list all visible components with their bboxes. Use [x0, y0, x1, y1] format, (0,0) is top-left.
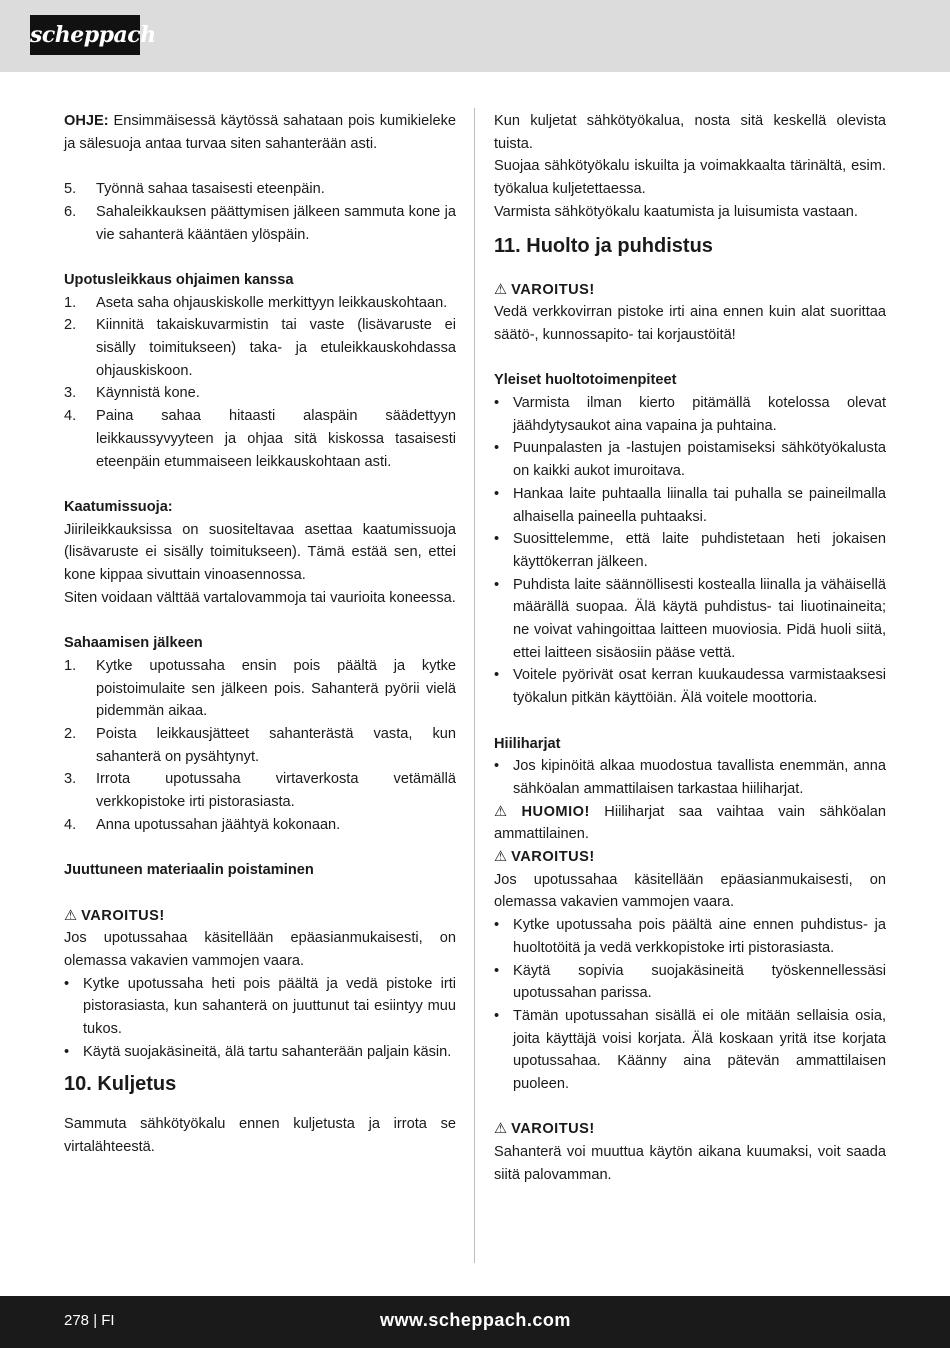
- page-number: 278 | FI: [64, 1312, 115, 1329]
- warning-icon: ⚠: [494, 281, 508, 298]
- list-item: • Jos kipinöitä alkaa muodostua tavallista enemmän, anna sähköalan ammattilaisen tarkastaa hiiliharjat.: [494, 755, 886, 800]
- list-item: • Tämän upotussahan sisällä ei ole mitään sellaisia osia, joita käyttäjä voisi korjata. Älä koskaan yritä itse korjata upotussahaa. Käänny aina pätevän ammattilaisen puoleen.: [494, 1005, 886, 1096]
- page-footer: [0, 1296, 950, 1348]
- step-text: Irrota upotussaha virtaverkosta vetämällä verkkopistoke irti pistorasiasta.: [96, 771, 456, 811]
- warning-label: VAROITUS!: [511, 281, 595, 298]
- column-divider: [474, 108, 475, 1263]
- bullet-text: Hankaa laite puhtaalla liinalla tai puhalla se paineilmalla alhaisella paineella puhtaaksi.: [513, 485, 886, 525]
- warning-line: [494, 279, 886, 302]
- step-text: Työnnä sahaa tasaisesti eteenpäin.: [96, 181, 325, 198]
- warning-label: VAROITUS!: [511, 1121, 595, 1138]
- paragraph: Siten voidaan välttää vartalovammoja tai vaurioita koneessa.: [64, 589, 456, 606]
- list-item: • Hankaa laite puhtaalla liinalla tai puhalla se paineilmalla alhaisella paineella puhtaaksi.: [494, 483, 886, 528]
- step-number: 4.: [64, 408, 77, 425]
- section-heading-kaatumissuoja: Kaatumissuoja:: [64, 498, 173, 515]
- list-item: • Varmista ilman kierto pitämällä kotelossa olevat jäähdytysaukot aina vapaina ja puhtaina.: [494, 392, 886, 437]
- huomio-label: HUOMIO!: [521, 803, 590, 820]
- step-text: Kiinnitä takaiskuvarmistin tai vaste (lisävaruste ei sisälly toimitukseen) taka- ja etuleikkauskohdassa ohjauskiskoon.: [96, 317, 456, 379]
- list-item: • Käytä sopivia suojakäsineitä työskennellessäsi upotussahan parissa.: [494, 960, 886, 1005]
- paragraph: Vedä verkkovirran pistoke irti aina ennen kuin alat suorittaa säätö-, kunnossapito- tai korjaustöitä!: [494, 304, 886, 343]
- warning-label: VAROITUS!: [511, 849, 595, 866]
- list-item: [64, 314, 456, 382]
- step-number: 5.: [64, 181, 77, 198]
- bullet-text: Puunpalasten ja -lastujen poistamiseksi sähkötyökalusta on kaikki aukot imuroitava.: [513, 440, 886, 480]
- step-number: 4.: [64, 816, 77, 833]
- bullet-text: Varmista ilman kierto pitämällä kotelossa olevat jäähdytysaukot aina vapaina ja puhtaina.: [513, 395, 886, 434]
- step-number: 6.: [64, 203, 77, 220]
- list-item: [64, 655, 456, 723]
- scheppach-logo: scheppach: [30, 15, 140, 55]
- paragraph: Jos upotussahaa käsitellään epäasianmukaisesti, on olemassa vakavien vammojen vaara.: [64, 930, 456, 969]
- ohje-label: OHJE:: [64, 113, 109, 129]
- paragraph: Jiirileikkauksissa on suositeltavaa asettaa kaatumissuoja (lisävaruste ei sisälly toimitukseen). Tämä estää sen, ettei kone kippaa sivuttain vinoasennossa.: [64, 521, 456, 584]
- section-heading-sahaamisen-jalkeen: Sahaamisen jälkeen: [64, 635, 203, 652]
- right-column: [494, 110, 886, 1187]
- section-title-huolto: 11. Huolto ja puhdistus: [494, 234, 713, 257]
- step-text: Paina sahaa hitaasti alaspäin säädettyyn leikkaussyvyyteen ja ohjaa sitä kiskossa tasaisesti eteenpäin etummaiseen leikkauskohtaan asti.: [96, 408, 456, 470]
- list-item: [64, 178, 456, 201]
- bullet-text: Puhdista laite säännöllisesti kostealla liinalla ja vähäisellä määrällä suopaa. Älä käytä puhdistus- tai liuotinaineita; ne voivat vahingoittaa laitteen muoviosia. Pidä huoli siitä, ettei laitteen sisäosiin pääse vettä.: [513, 576, 886, 661]
- bullet-text: Kytke upotussaha heti pois päältä ja vedä pistoke irti pistorasiasta, kun sahanterä on juuttunut tai esiintyy muu tukos.: [83, 975, 456, 1038]
- warning-icon: ⚠: [64, 907, 78, 924]
- section-heading-yleiset: Yleiset huoltotoimenpiteet: [494, 372, 677, 389]
- page-header: [0, 0, 950, 72]
- list-item: [64, 723, 456, 768]
- list-item: • Suosittelemme, että laite puhdistetaan heti jokaisen käyttökerran jälkeen.: [494, 528, 886, 573]
- list-item: • Voitele pyörivät osat kerran kuukaudessa varmistaaksesi työkalun pitkän käyttöiän. Älä voitele moottoria.: [494, 664, 886, 709]
- step-text: Poista leikkausjätteet sahanterästä vasta, kun sahanterä on pysähtynyt.: [96, 725, 456, 765]
- step-number: 1.: [64, 294, 77, 311]
- warning-icon: ⚠: [494, 803, 518, 820]
- list-item: • Kytke upotussaha pois päältä aine ennen puhdistus- ja huoltotöitä ja vedä verkkopistoke irti pistorasiasta.: [494, 914, 886, 959]
- bullet-text: Käytä suojakäsineitä, älä tartu sahanterään paljain käsin.: [83, 1043, 452, 1060]
- step-text: Aseta saha ohjauskiskolle merkittyyn leikkauskohtaan.: [96, 294, 448, 311]
- paragraph: Sammuta sähkötyökalu ennen kuljetusta ja irrota se virtalähteestä.: [64, 1116, 456, 1156]
- warning-icon: ⚠: [494, 1121, 508, 1138]
- paragraph: Suojaa sähkötyökalu iskuilta ja voimakkaalta tärinältä, esim. työkalua kuljetettaessa.: [494, 158, 886, 198]
- warning-icon: ⚠: [494, 849, 508, 866]
- section-heading-hiiliharjat: Hiiliharjat: [494, 735, 561, 752]
- step-number: 3.: [64, 771, 77, 788]
- list-item: [64, 382, 456, 405]
- step-number: 2.: [64, 725, 77, 742]
- bullet-text: Jos kipinöitä alkaa muodostua tavallista enemmän, anna sähköalan ammattilaisen tarkastaa hiiliharjat.: [513, 758, 886, 797]
- ohje-note: [64, 110, 456, 155]
- list-item: • Puunpalasten ja -lastujen poistamiseksi sähkötyökalusta on kaikki aukot imuroitava.: [494, 437, 886, 482]
- list-item: [64, 814, 456, 837]
- step-text: Sahaleikkauksen päättymisen jälkeen sammuta kone ja vie sahanterä kääntäen ylöspäin.: [96, 203, 456, 243]
- paragraph: Jos upotussahaa käsitellään epäasianmukaisesti, on olemassa vakavien vammojen vaara.: [494, 871, 886, 911]
- bullet-text: Tämän upotussahan sisällä ei ole mitään sellaisia osia, joita käyttäjä voisi korjata. Älä koskaan yritä itse korjata upotussahaa. Käänny aina pätevän ammattilaisen puoleen.: [513, 1007, 886, 1093]
- huomio-text: Hiiliharjat saa vaihtaa vain sähköalan ammattilainen.: [494, 803, 886, 843]
- list-item: [64, 201, 456, 246]
- list-item: [64, 405, 456, 473]
- left-column: [64, 110, 456, 1159]
- list-item: • Puhdista laite säännöllisesti kostealla liinalla ja vähäisellä määrällä suopaa. Älä käytä puhdistus- tai liuotinaineita; ne voivat vahingoittaa laitteen muoviosia. Pidä huoli siitä, ettei laitteen sisäosiin pääse vettä.: [494, 574, 886, 665]
- step-number: 3.: [64, 385, 77, 402]
- huomio-line: [494, 801, 886, 846]
- step-text: Käynnistä kone.: [96, 385, 200, 402]
- step-text: Anna upotussahan jäähtyä kokonaan.: [96, 816, 341, 833]
- warning-label: VAROITUS!: [81, 907, 165, 924]
- ohje-text: Ensimmäisessä käytössä sahataan pois kumikieleke ja sälesuoja antaa turvaa siten sahanterään asti.: [64, 113, 456, 152]
- step-text: Kytke upotussaha ensin pois päältä ja kytke poistoimulaite sen jälkeen pois. Sahanterä pyörii vielä pidemmän aikaa.: [96, 657, 456, 720]
- warning-line: [64, 905, 456, 928]
- warning-line: [494, 1118, 886, 1141]
- bullet-text: Käytä sopivia suojakäsineitä työskennellessäsi upotussahan parissa.: [513, 962, 886, 1002]
- step-number: 1.: [64, 657, 77, 674]
- section-heading-upotus: Upotusleikkaus ohjaimen kanssa: [64, 271, 294, 288]
- list-item: [64, 292, 456, 315]
- bullet-text: Voitele pyörivät osat kerran kuukaudessa varmistaaksesi työkalun pitkän käyttöiän. Älä voitele moottoria.: [513, 667, 886, 707]
- step-number: 2.: [64, 317, 77, 334]
- bullet-text: Kytke upotussaha pois päältä aine ennen puhdistus- ja huoltotöitä ja vedä verkkopistoke irti pistorasiasta.: [513, 917, 886, 956]
- list-item: • Käytä suojakäsineitä, älä tartu sahanterään paljain käsin.: [64, 1041, 456, 1064]
- bullet-text: Suosittelemme, että laite puhdistetaan heti jokaisen käyttökerran jälkeen.: [513, 531, 886, 570]
- section-title-kuljetus: 10. Kuljetus: [64, 1073, 177, 1096]
- section-heading-juuttuneen: Juuttuneen materiaalin poistaminen: [64, 862, 314, 879]
- website-url: www.scheppach.com: [380, 1310, 571, 1330]
- list-item: • Kytke upotussaha heti pois päältä ja vedä pistoke irti pistorasiasta, kun sahanterä on juuttunut tai esiintyy muu tukos.: [64, 973, 456, 1041]
- paragraph: Varmista sähkötyökalu kaatumista ja luisumista vastaan.: [494, 203, 858, 220]
- paragraph: Kun kuljetat sähkötyökalua, nosta sitä keskellä olevista tuista.: [494, 113, 886, 152]
- list-item: [64, 768, 456, 813]
- paragraph: Sahanterä voi muuttua käytön aikana kuumaksi, voit saada siitä palovamman.: [494, 1144, 886, 1183]
- warning-line: [494, 846, 886, 869]
